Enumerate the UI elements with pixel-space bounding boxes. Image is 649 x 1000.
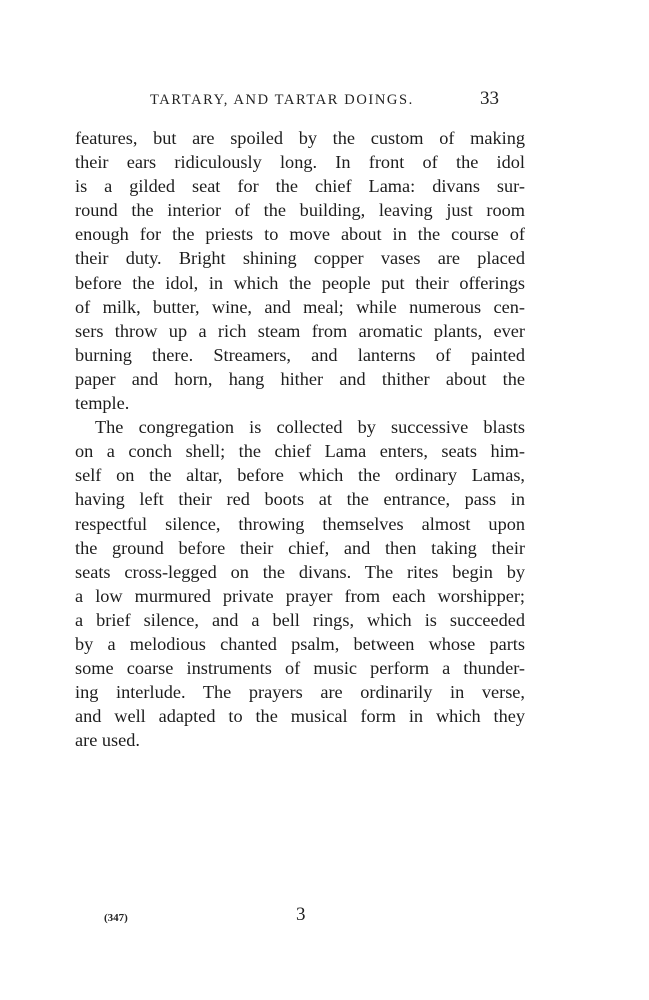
- text-line: are used.: [75, 730, 140, 751]
- body-text: [75, 126, 525, 752]
- signature-number: 3: [296, 904, 306, 925]
- text-line: their ears ridiculously long. In front of the idol: [75, 152, 525, 173]
- text-line: a brief silence, and a bell rings, which is succeeded: [75, 609, 525, 630]
- text-line: by a melodious chanted psalm, between whose parts: [75, 633, 525, 654]
- text-line: on a conch shell; the chief Lama enters, seats him-: [75, 441, 525, 462]
- text-line: features, but are spoiled by the custom of making: [75, 128, 525, 148]
- text-line: temple.: [75, 393, 130, 414]
- text-line: of milk, butter, wine, and meal; while numerous cen-: [75, 296, 525, 317]
- text-line: burning there. Streamers, and lanterns of painted: [75, 344, 525, 365]
- text-line: ing interlude. The prayers are ordinarily in verse,: [75, 682, 525, 703]
- text-line: is a gilded seat for the chief Lama: divans sur-: [75, 176, 525, 197]
- text-line: The congregation is collected by successive blasts: [95, 417, 525, 438]
- text-line: respectful silence, throwing themselves almost upon: [75, 513, 525, 534]
- text-line: their duty. Bright shining copper vases are placed: [75, 248, 525, 269]
- text-line: before the idol, in which the people put their offerings: [75, 272, 525, 293]
- text-line: sers throw up a rich steam from aromatic plants, ever: [75, 320, 525, 341]
- text-line: some coarse instruments of music perform a thunder-: [75, 658, 525, 679]
- text-line: and well adapted to the musical form in which they: [75, 706, 525, 727]
- text-line: having left their red boots at the entrance, pass in: [75, 489, 525, 510]
- text-line: paper and horn, hang hither and thither about the: [75, 368, 525, 389]
- text-line: round the interior of the building, leaving just room: [75, 200, 525, 221]
- running-head: TARTARY, AND TARTAR DOINGS.: [150, 92, 414, 108]
- signature-mark: (347): [104, 912, 128, 924]
- text-line: a low murmured private prayer from each worshipper;: [75, 585, 525, 606]
- text-line: enough for the priests to move about in the course of: [75, 224, 525, 245]
- text-line: self on the altar, before which the ordinary Lamas,: [75, 465, 525, 486]
- text-line: the ground before their chief, and then taking their: [75, 537, 525, 558]
- text-line: seats cross-legged on the divans. The rites begin by: [75, 561, 525, 582]
- page-number: 33: [480, 88, 499, 109]
